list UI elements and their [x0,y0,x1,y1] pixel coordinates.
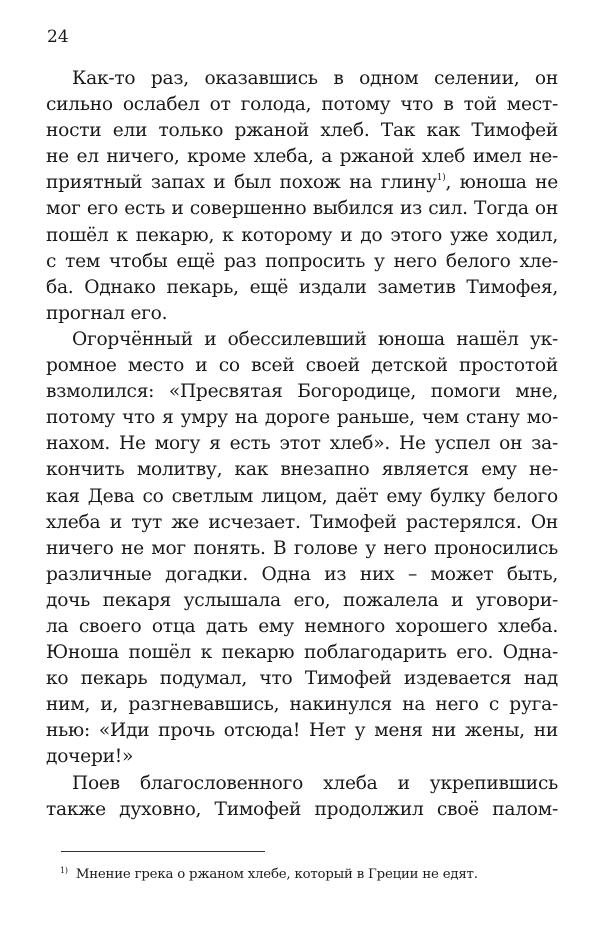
text-line: дочери!» [46,746,134,768]
text-line: ко пекарь подумал, что Тимофей издевается над [46,668,558,690]
text-line: различные догадки. Одна из них – может быть, [46,563,558,585]
text-line: кая Дева со светлым лицом, даёт ему булку белого [46,485,558,507]
text-line: с тем чтобы ещё раз попросить у него белого хле- [46,250,558,272]
text-line: Огорчённый и обессилевший юноша нашёл ук- [72,328,558,350]
text-line: сильно ослабел от голода, потому что в той мест- [46,94,558,116]
text-line: Поев благословенного хлеба и укрепившись [72,772,558,794]
text-line: хлеба и тут же исчезает. Тимофей растерялся. Он [46,511,558,533]
text-line: мог его есть и совершенно выбился из сил. Тогда он [46,198,558,220]
text-line: ним, и, разгневавшись, накинулся на него с руга- [46,694,558,716]
footnote-reference[interactable]: 1) [436,173,446,184]
text-line: ничего не мог понять. В голове у него проносились [46,537,558,559]
text-line: ла своего отца дать ему немного хорошего хлеба. [46,615,558,637]
text-line: Как-то раз, оказавшись в одном селении, он [72,68,558,89]
text-line: взмолился: «Пресвятая Богородице, помоги мне, [46,381,558,403]
text-line: ромное место и со всей своей детской простотой [46,355,558,377]
text-line: прогнал его. [46,302,168,324]
text-line: нахом. Не могу я есть этот хлеб». Не успел он за- [46,433,558,455]
text-line: также духовно, Тимофей продолжил своё палом- [46,798,558,820]
text-line: дочь пекаря услышала его, пожалела и уговори- [46,589,558,611]
footnote-mark: 1) [60,866,68,875]
text-line: ба. Однако пекарь, ещё издали заметив Тимофея, [46,276,558,298]
text-line: ности ели только ржаной хлеб. Так как Тимофей [46,120,558,142]
text-line: Юноша пошёл к пекарю поблагодарить его. Одна- [46,642,558,664]
text-line: потому что я умру на дороге раньше, чем стану мо- [46,407,558,429]
text-fragment: приятный запах и был похож на глину [46,172,437,194]
text-line: нью: «Иди прочь отсюда! Нет у меня ни жены, ни [46,720,558,742]
page-number: 24 [47,27,69,47]
text-line: пошёл к пекарю, к которому и до этого уже ходил, [46,224,558,246]
footnote-divider [61,851,265,852]
text-fragment: , юноша не [445,172,558,194]
footnote [60,862,478,884]
footnote-text: Мнение грека о ржаном хлебе, который в Греции не едят. [75,867,478,882]
text-line: кончить молитву, как внезапно является ему не- [46,459,558,481]
text-line: не ел ничего, кроме хлеба, а ржаной хлеб имел не- [46,146,558,168]
text-line-with-footnote [46,170,558,196]
body-text [46,66,558,823]
